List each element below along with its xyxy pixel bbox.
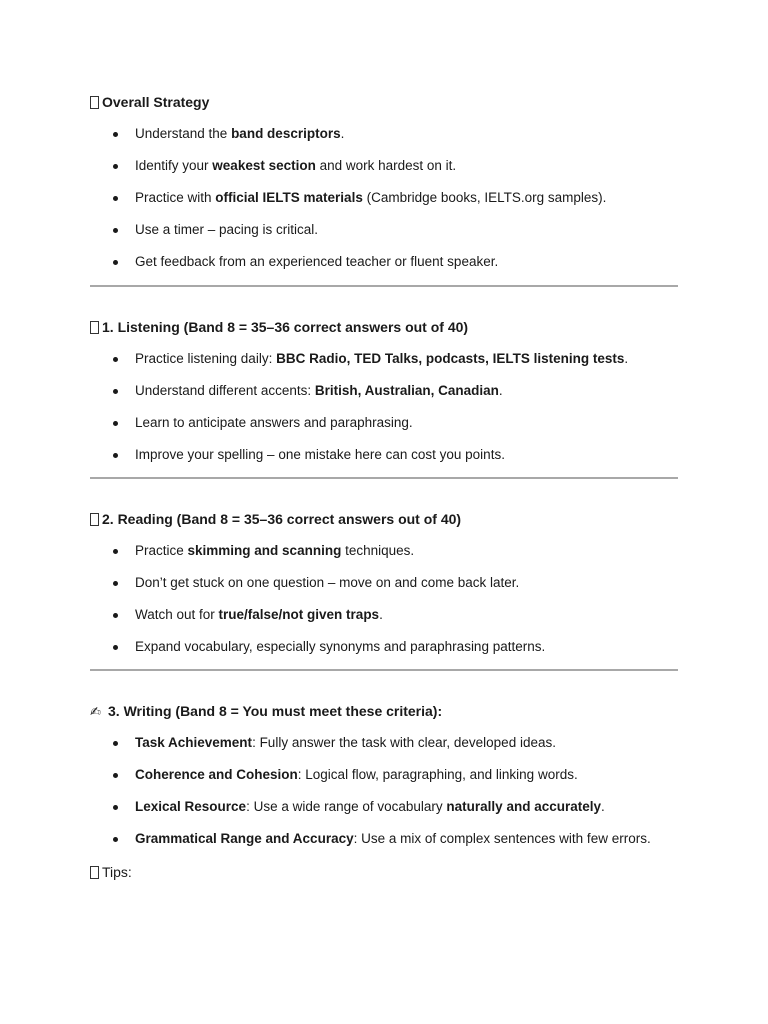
item-text: Practice with [135, 190, 216, 205]
box-glyph-icon [90, 96, 99, 109]
item-text: : Logical flow, paragraphing, and linking words. [297, 767, 578, 782]
section-divider [90, 669, 678, 671]
list-item [90, 830, 678, 848]
item-bold-text: British, Australian, Canadian [314, 383, 499, 398]
list-item [90, 157, 678, 175]
item-text: . [601, 799, 605, 814]
bullet-icon [113, 773, 118, 778]
bullet-icon [113, 196, 118, 201]
bullet-icon [113, 837, 118, 842]
item-text: : Use a mix of complex sentences with few errors. [353, 831, 651, 846]
item-text: Improve your spelling – one mistake here can cost you points. [135, 447, 505, 462]
list-item [90, 734, 678, 752]
list-item [90, 253, 678, 271]
item-text: Understand the [135, 126, 232, 141]
bullet-icon [113, 805, 118, 810]
item-text: . [340, 126, 345, 141]
item-text: Use a timer – pacing is critical. [135, 222, 319, 237]
writing-heading-text: 3. Writing (Band 8 = You must meet these criteria): [108, 703, 443, 719]
tips-heading-text: Tips: [102, 864, 132, 880]
reading-heading-text: 2. Reading (Band 8 = 35–36 correct answers out of 40) [102, 511, 462, 527]
box-glyph-icon [90, 321, 99, 334]
item-text: Get feedback from an experienced teacher or fluent speaker. [135, 254, 499, 269]
overall-strategy-heading [90, 93, 678, 111]
item-text: . [624, 351, 629, 366]
listening-heading-text: 1. Listening (Band 8 = 35–36 correct answers out of 40) [102, 319, 469, 335]
item-bold-text: official IELTS materials [215, 190, 363, 205]
bullet-icon [113, 132, 118, 137]
list-item [90, 446, 678, 464]
item-text: . [498, 383, 503, 398]
bullet-icon [113, 260, 118, 265]
section-divider [90, 285, 678, 287]
reading-heading [90, 510, 678, 528]
item-text: Don’t get stuck on one question – move on and come back later. [135, 575, 520, 590]
item-lead-text: Lexical Resource [135, 799, 247, 814]
item-text: Identify your [135, 158, 213, 173]
list-item [90, 798, 678, 816]
item-text: . [379, 607, 383, 622]
listening-list [90, 350, 678, 464]
item-bold-text: true/false/not given traps [218, 607, 380, 622]
bullet-icon [113, 389, 118, 394]
list-item [90, 638, 678, 656]
overall-strategy-heading-text: Overall Strategy [102, 94, 210, 110]
list-item [90, 574, 678, 592]
writing-list [90, 734, 678, 848]
bullet-icon [113, 228, 118, 233]
list-item [90, 606, 678, 624]
listening-section [90, 318, 678, 464]
item-text: and work hardest on it. [315, 158, 457, 173]
writing-hand-icon: ✍ [90, 705, 101, 720]
item-bold-text: BBC Radio, TED Talks, podcasts, IELTS listening tests [276, 351, 625, 366]
item-text: Watch out for [135, 607, 219, 622]
list-item [90, 221, 678, 239]
bullet-icon [113, 421, 118, 426]
item-lead-text: Coherence and Cohesion [135, 767, 298, 782]
reading-section [90, 510, 678, 656]
section-divider [90, 477, 678, 479]
item-text: techniques. [341, 543, 415, 558]
item-lead-text: Grammatical Range and Accuracy [135, 831, 354, 846]
item-bold-text: skimming and scanning [187, 543, 342, 558]
box-glyph-icon [90, 866, 99, 879]
list-item [90, 350, 678, 368]
listening-heading [90, 318, 678, 336]
overall-strategy-list [90, 125, 678, 271]
list-item [90, 125, 678, 143]
item-text: Expand vocabulary, especially synonyms and paraphrasing patterns. [135, 639, 546, 654]
item-text: (Cambridge books, IELTS.org samples). [362, 190, 607, 205]
bullet-icon [113, 453, 118, 458]
item-text: : Use a wide range of vocabulary [246, 799, 447, 814]
writing-section [90, 702, 678, 848]
overall-strategy-section [90, 93, 678, 271]
item-lead-text: Task Achievement [135, 735, 253, 750]
item-bold-text: naturally and accurately [446, 799, 601, 814]
tips-heading [90, 863, 678, 881]
bullet-icon [113, 549, 118, 554]
bullet-icon [113, 164, 118, 169]
list-item [90, 766, 678, 784]
tips-section [90, 863, 678, 881]
item-bold-text: weakest section [212, 158, 316, 173]
reading-list [90, 542, 678, 656]
item-text: : Fully answer the task with clear, developed ideas. [252, 735, 556, 750]
bullet-icon [113, 613, 118, 618]
list-item [90, 382, 678, 400]
item-text: Learn to anticipate answers and paraphrasing. [135, 415, 413, 430]
item-text: Understand different accents: [135, 383, 315, 398]
bullet-icon [113, 741, 118, 746]
writing-heading [90, 702, 678, 720]
list-item [90, 542, 678, 560]
item-text: Practice listening daily: [135, 351, 277, 366]
bullet-icon [113, 357, 118, 362]
item-text: Practice [135, 543, 188, 558]
box-glyph-icon [90, 513, 99, 526]
list-item [90, 189, 678, 207]
bullet-icon [113, 581, 118, 586]
bullet-icon [113, 645, 118, 650]
list-item [90, 414, 678, 432]
item-bold-text: band descriptors [231, 126, 341, 141]
